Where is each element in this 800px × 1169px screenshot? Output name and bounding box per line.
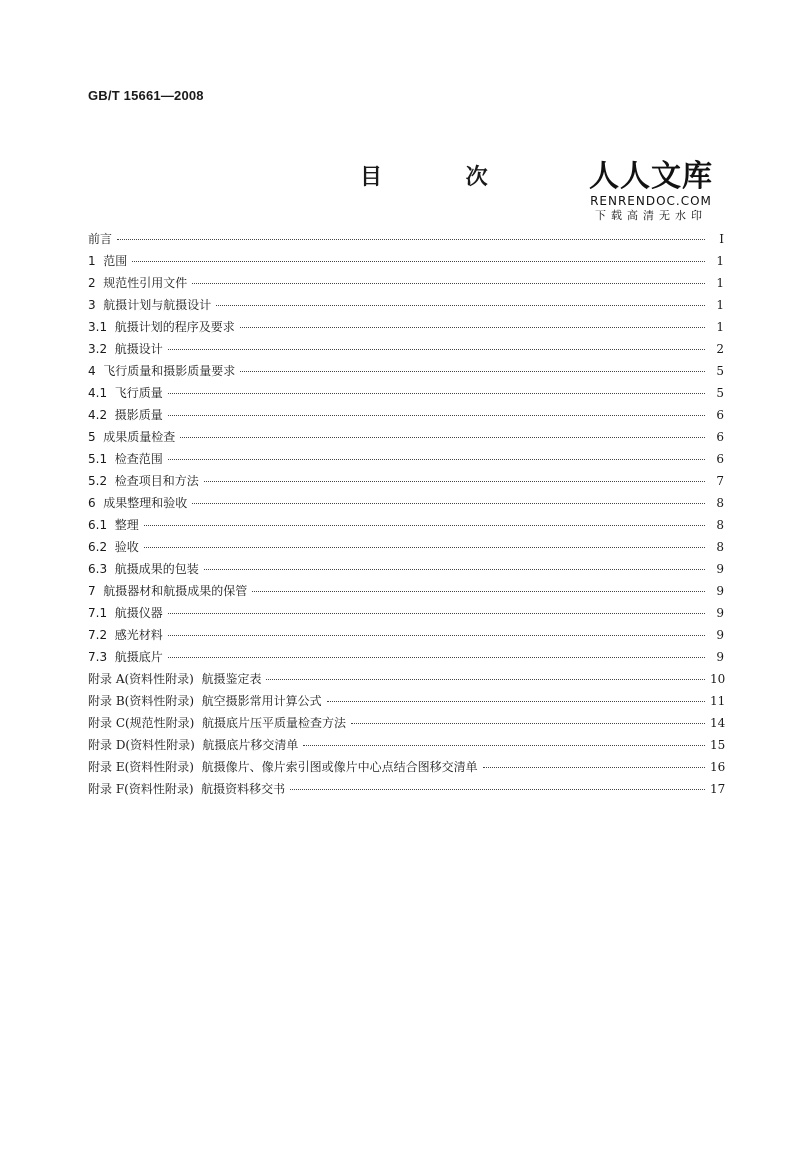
toc-dot-leader bbox=[168, 349, 705, 350]
toc-entry-page: 8 bbox=[716, 540, 724, 554]
toc-entry-label: 前言 bbox=[88, 232, 113, 246]
toc-dot-leader bbox=[216, 305, 705, 306]
toc-dot-leader bbox=[327, 701, 705, 702]
toc-entry-page: 9 bbox=[716, 650, 724, 664]
toc-entry[interactable] bbox=[88, 318, 724, 340]
toc-entry-page: 16 bbox=[710, 760, 726, 774]
toc-entry-page: 15 bbox=[710, 738, 726, 752]
toc-entry-label: 7.1 航摄仪器 bbox=[88, 606, 163, 620]
toc-entry[interactable] bbox=[88, 626, 724, 648]
toc-dot-leader bbox=[240, 371, 705, 372]
toc-entry-page: 11 bbox=[710, 694, 726, 708]
toc-entry-label: 3.2 航摄设计 bbox=[88, 342, 163, 356]
watermark-site: RENRENDOC.COM bbox=[590, 194, 712, 208]
toc-entry-page: 9 bbox=[716, 606, 724, 620]
toc-entry[interactable] bbox=[88, 670, 724, 692]
toc-entry-page: 1 bbox=[716, 298, 724, 312]
toc-dot-leader bbox=[168, 393, 705, 394]
toc-entry-page: Ⅰ bbox=[719, 232, 724, 246]
toc-entry-label: 6.2 验收 bbox=[88, 540, 139, 554]
toc-entry-label: 4.2 摄影质量 bbox=[88, 408, 163, 422]
toc-dot-leader bbox=[303, 745, 705, 746]
toc-entry-page: 9 bbox=[716, 562, 724, 576]
standard-code: GB/T 15661—2008 bbox=[88, 88, 204, 103]
toc-entry[interactable] bbox=[88, 362, 724, 384]
toc-entry-label: 附录 E(资料性附录) 航摄像片、像片索引图或像片中心点结合图移交清单 bbox=[88, 760, 478, 774]
toc-dot-leader bbox=[192, 283, 705, 284]
toc-entry[interactable] bbox=[88, 780, 724, 802]
toc-entry-label: 1 范围 bbox=[88, 254, 128, 268]
toc-entry[interactable] bbox=[88, 538, 724, 560]
toc-entry[interactable] bbox=[88, 384, 724, 406]
toc-entry-label: 4 飞行质量和摄影质量要求 bbox=[88, 364, 236, 378]
toc-entry[interactable] bbox=[88, 758, 724, 780]
toc-entry-page: 5 bbox=[716, 364, 724, 378]
toc-entry-label: 6.3 航摄成果的包装 bbox=[88, 562, 199, 576]
toc-dot-leader bbox=[204, 481, 705, 482]
toc-entry-label: 附录 B(资料性附录) 航空摄影常用计算公式 bbox=[88, 694, 322, 708]
toc-dot-leader bbox=[290, 789, 705, 790]
toc-entry-page: 17 bbox=[710, 782, 726, 796]
toc-entry-page: 1 bbox=[716, 320, 724, 334]
toc-dot-leader bbox=[266, 679, 705, 680]
toc-entry[interactable] bbox=[88, 582, 724, 604]
toc-entry[interactable] bbox=[88, 252, 724, 274]
watermark-logo bbox=[586, 160, 716, 224]
toc-entry-page: 6 bbox=[716, 452, 724, 466]
toc-dot-leader bbox=[117, 239, 705, 240]
toc-dot-leader bbox=[351, 723, 705, 724]
toc-entry-page: 6 bbox=[716, 408, 724, 422]
toc-entry[interactable] bbox=[88, 560, 724, 582]
toc-dot-leader bbox=[144, 525, 705, 526]
toc-entry-label: 附录 C(规范性附录) 航摄底片压平质量检查方法 bbox=[88, 716, 346, 730]
toc-entry-page: 9 bbox=[716, 584, 724, 598]
toc-entry[interactable] bbox=[88, 736, 724, 758]
toc-entry-label: 附录 D(资料性附录) 航摄底片移交清单 bbox=[88, 738, 299, 752]
toc-entry[interactable] bbox=[88, 692, 724, 714]
toc-entry-label: 7.2 感光材料 bbox=[88, 628, 163, 642]
toc-entry[interactable] bbox=[88, 428, 724, 450]
toc-entry-label: 6 成果整理和验收 bbox=[88, 496, 188, 510]
toc-dot-leader bbox=[180, 437, 705, 438]
toc-dot-leader bbox=[132, 261, 705, 262]
watermark-tagline: 下载高清无水印 bbox=[595, 209, 707, 222]
toc-entry-page: 7 bbox=[716, 474, 724, 488]
toc-entry-page: 1 bbox=[716, 276, 724, 290]
toc-entry[interactable] bbox=[88, 494, 724, 516]
toc-entry-page: 14 bbox=[710, 716, 726, 730]
toc-entry-label: 7.3 航摄底片 bbox=[88, 650, 163, 664]
toc-entry-page: 8 bbox=[716, 496, 724, 510]
toc-entry-label: 3.1 航摄计划的程序及要求 bbox=[88, 320, 235, 334]
toc-entry-label: 7 航摄器材和航摄成果的保管 bbox=[88, 584, 248, 598]
toc-entry-page: 2 bbox=[716, 342, 724, 356]
toc-dot-leader bbox=[168, 459, 705, 460]
toc-entry-page: 6 bbox=[716, 430, 724, 444]
toc-entry-label: 附录 A(资料性附录) 航摄鉴定表 bbox=[88, 672, 262, 686]
toc-entry[interactable] bbox=[88, 604, 724, 626]
toc-entry[interactable] bbox=[88, 340, 724, 362]
toc-dot-leader bbox=[168, 415, 705, 416]
toc-entry[interactable] bbox=[88, 296, 724, 318]
toc-dot-leader bbox=[192, 503, 705, 504]
toc-entry-page: 10 bbox=[710, 672, 726, 686]
toc-entry-label: 2 规范性引用文件 bbox=[88, 276, 188, 290]
toc-entry[interactable] bbox=[88, 406, 724, 428]
toc-entry-label: 3 航摄计划与航摄设计 bbox=[88, 298, 212, 312]
toc-entry[interactable] bbox=[88, 274, 724, 296]
table-of-contents bbox=[88, 230, 724, 802]
toc-entry-label: 5 成果质量检查 bbox=[88, 430, 176, 444]
toc-entry[interactable] bbox=[88, 516, 724, 538]
toc-dot-leader bbox=[168, 613, 705, 614]
toc-dot-leader bbox=[252, 591, 705, 592]
toc-entry-page: 1 bbox=[716, 254, 724, 268]
toc-entry[interactable] bbox=[88, 450, 724, 472]
toc-entry-page: 5 bbox=[716, 386, 724, 400]
toc-entry[interactable] bbox=[88, 648, 724, 670]
toc-dot-leader bbox=[144, 547, 705, 548]
toc-dot-leader bbox=[168, 657, 705, 658]
toc-dot-leader bbox=[168, 635, 705, 636]
toc-entry-label: 5.1 检查范围 bbox=[88, 452, 163, 466]
toc-dot-leader bbox=[483, 767, 705, 768]
page-title: 目 次 bbox=[360, 165, 526, 190]
toc-entry-label: 6.1 整理 bbox=[88, 518, 139, 532]
toc-entry-label: 5.2 检查项目和方法 bbox=[88, 474, 199, 488]
toc-entry[interactable] bbox=[88, 714, 724, 736]
toc-entry[interactable] bbox=[88, 472, 724, 494]
toc-entry[interactable] bbox=[88, 230, 724, 252]
toc-dot-leader bbox=[240, 327, 705, 328]
toc-entry-page: 9 bbox=[716, 628, 724, 642]
watermark-name: 人人文库 bbox=[589, 159, 713, 194]
toc-entry-label: 4.1 飞行质量 bbox=[88, 386, 163, 400]
toc-entry-label: 附录 F(资料性附录) 航摄资料移交书 bbox=[88, 782, 286, 796]
toc-entry-page: 8 bbox=[716, 518, 724, 532]
toc-dot-leader bbox=[204, 569, 705, 570]
